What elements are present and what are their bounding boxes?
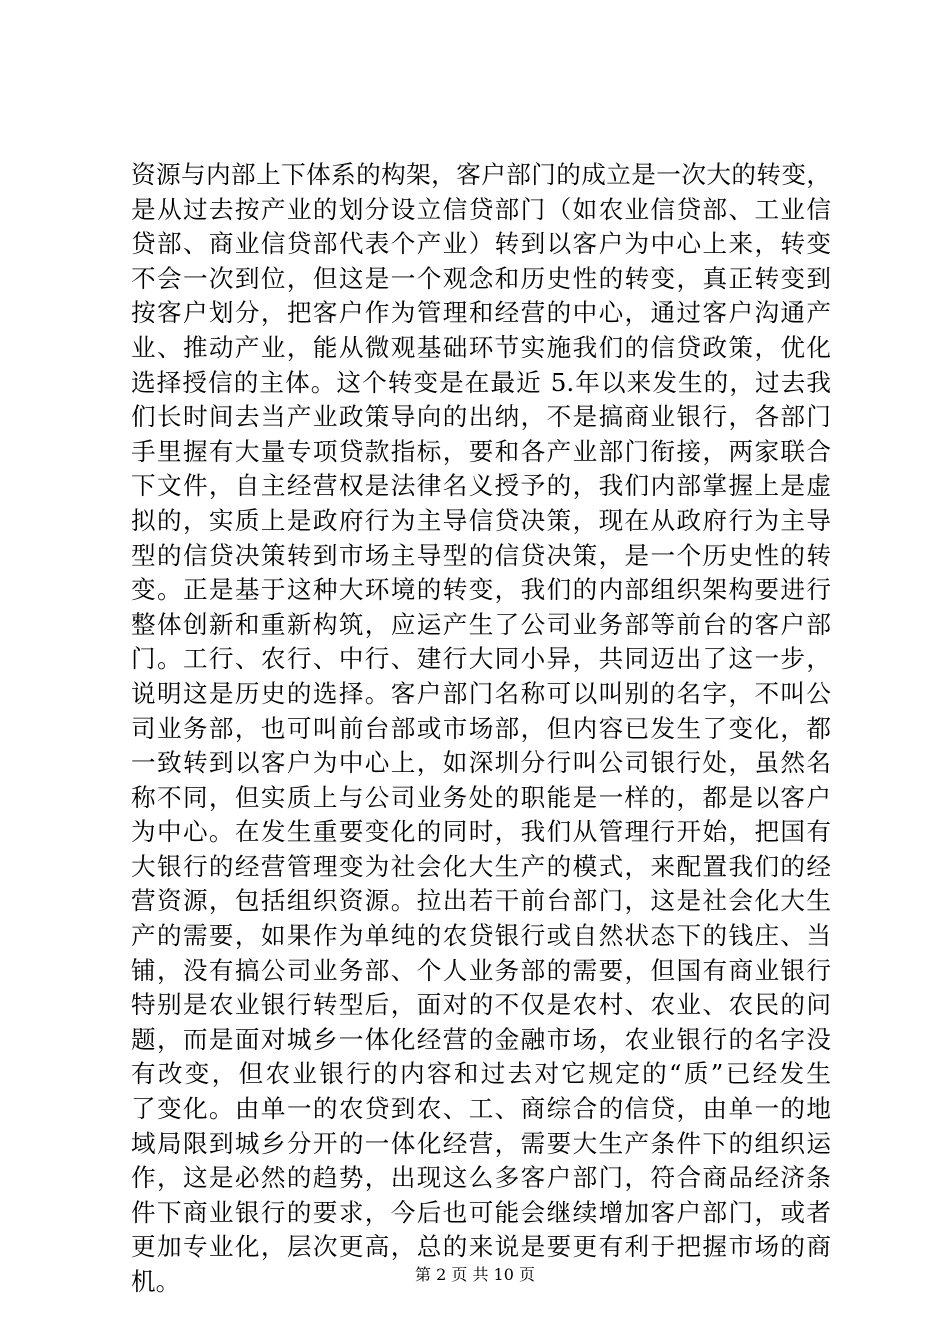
- text-line: 整体创新和重新构筑，应运产生了公司业务部等前台的客户部: [131, 609, 831, 639]
- text-line: 有改变，但农业银行的内容和过去对它规定的“质”已经发生: [131, 1059, 831, 1089]
- text-line: 称不同，但实质上与公司业务处的职能是一样的，都是以客户: [131, 782, 831, 812]
- text-line: 大银行的经营管理变为社会化大生产的模式，来配置我们的经: [131, 851, 831, 881]
- text-line: 域局限到城乡分开的一体化经营，需要大生产条件下的组织运: [131, 1128, 831, 1158]
- text-line: 下文件，自主经营权是法律名义授予的，我们内部掌握上是虚: [131, 471, 831, 501]
- text-line: 变。正是基于这种大环境的转变，我们的内部组织架构要进行: [131, 575, 831, 605]
- text-line: 不会一次到位，但这是一个观念和历史性的转变，真正转变到: [131, 263, 831, 293]
- text-line: 说明这是历史的选择。客户部门名称可以叫别的名字，不叫公: [131, 678, 831, 708]
- body-paragraph: [131, 158, 831, 1300]
- text-line: 选择授信的主体。这个转变是在最近 5.年以来发生的，过去我: [131, 367, 831, 397]
- text-line: 营资源，包括组织资源。拉出若干前台部门，这是社会化大生: [131, 886, 831, 916]
- text-line: 型的信贷决策转到市场主导型的信贷决策，是一个历史性的转: [131, 540, 831, 570]
- text-line: 手里握有大量专项贷款指标，要和各产业部门衔接，两家联合: [131, 436, 831, 466]
- text-line: 特别是农业银行转型后，面对的不仅是农村、农业、农民的问: [131, 990, 831, 1020]
- text-line: 铺，没有搞公司业务部、个人业务部的需要，但国有商业银行: [131, 955, 831, 985]
- text-line: 是从过去按产业的划分设立信贷部门（如农业信贷部、工业信: [131, 194, 831, 224]
- text-line: 司业务部，也可叫前台部或市场部，但内容已发生了变化，都: [131, 713, 831, 743]
- text-line: 按客户划分，把客户作为管理和经营的中心，通过客户沟通产: [131, 298, 831, 328]
- text-line: 件下商业银行的要求，今后也可能会继续增加客户部门，或者: [131, 1197, 831, 1227]
- text-line: 题，而是面对城乡一体化经营的金融市场，农业银行的名字没: [131, 1024, 831, 1054]
- text-line: 们长时间去当产业政策导向的出纳，不是搞商业银行，各部门: [131, 402, 831, 432]
- text-line: 资源与内部上下体系的构架，客户部门的成立是一次大的转变，: [131, 160, 831, 189]
- text-line: 机。: [131, 1267, 181, 1296]
- text-line: 门。工行、农行、中行、建行大同小异，共同迈出了这一步，: [131, 644, 831, 674]
- text-line: 拟的，实质上是政府行为主导信贷决策，现在从政府行为主导: [131, 505, 831, 535]
- text-line: 贷部、商业信贷部代表个产业）转到以客户为中心上来，转变: [131, 229, 831, 259]
- text-line: 一致转到以客户为中心上，如深圳分行叫公司银行处，虽然名: [131, 748, 831, 778]
- text-line: 作，这是必然的趋势，出现这么多客户部门，符合商品经济条: [131, 1163, 831, 1193]
- text-line: 了变化。由单一的农贷到农、工、商综合的信贷，由单一的地: [131, 1094, 831, 1124]
- page-footer: 第 2 页 共 10 页: [415, 1265, 535, 1284]
- text-line: 产的需要，如果作为单纯的农贷银行或自然状态下的钱庄、当: [131, 921, 831, 951]
- text-line: 业、推动产业，能从微观基础环节实施我们的信贷政策，优化: [131, 332, 831, 362]
- text-line: 更加专业化，层次更高，总的来说是要更有利于把握市场的商: [131, 1232, 831, 1262]
- text-line: 为中心。在发生重要变化的同时，我们从管理行开始，把国有: [131, 817, 831, 847]
